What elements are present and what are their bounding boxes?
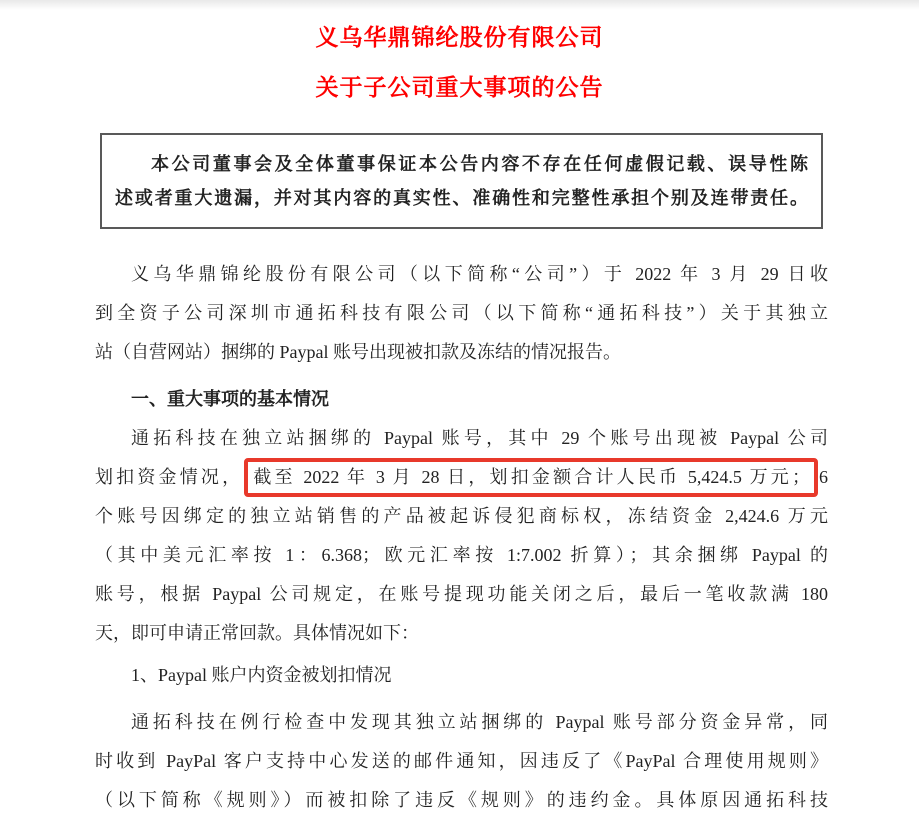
highlight-annotation-box: 截至 2022 年 3 月 28 日，划扣金额合计人民币 5,424.5 万元； — [244, 458, 818, 497]
section-1-line-2 — [95, 458, 828, 497]
section-1-line-5: 账号，根据 Paypal 公司规定，在账号提现功能关闭之后，最后一笔收款满 180 — [95, 584, 828, 604]
highlight-suffix-text: 6 — [819, 467, 828, 487]
announcement-subtitle: 关于子公司重大事项的公告 — [315, 74, 604, 100]
disclaimer-line-1: 本公司董事会及全体董事保证本公告内容不存在任何虚假记载、误导性陈 — [151, 154, 808, 174]
highlight-prefix-text: 划扣资金情况， — [95, 467, 244, 487]
document-body — [95, 255, 828, 815]
section-1-line-4: （其中美元汇率按 1：6.368；欧元汇率按 1:7.002 折算）；其余捆绑 Paypal 的 — [95, 545, 828, 565]
item-1-heading: 1、Paypal 账户内资金被划扣情况 — [131, 665, 392, 685]
disclaimer-box — [100, 133, 823, 229]
item-1-line-2: 时收到 PayPal 客户支持中心发送的邮件通知，因违反了《PayPal 合理使用规则》 — [95, 751, 828, 771]
page-top-shadow — [0, 0, 919, 10]
intro-line-3: 站（自营网站）捆绑的 Paypal 账号出现被扣款及冻结的情况报告。 — [95, 342, 621, 362]
section-1-heading: 一、重大事项的基本情况 — [131, 389, 329, 409]
item-1-line-1: 通拓科技在例行检查中发现其独立站捆绑的 Paypal 账号部分资金异常，同 — [131, 712, 828, 732]
company-title: 义乌华鼎锦纶股份有限公司 — [315, 24, 604, 50]
intro-line-1: 义乌华鼎锦纶股份有限公司（以下简称“公司”）于 2022 年 3 月 29 日收 — [131, 264, 828, 284]
item-1-line-3: （以下简称《规则》）而被扣除了违反《规则》的违约金。具体原因通拓科技 — [95, 790, 828, 810]
section-1-line-3: 个账号因绑定的独立站销售的产品被起诉侵犯商标权，冻结资金 2,424.6 万元 — [95, 506, 828, 526]
disclaimer-line-2: 述或者重大遗漏，并对其内容的真实性、准确性和完整性承担个别及连带责任。 — [115, 188, 808, 208]
section-1-line-1: 通拓科技在独立站捆绑的 Paypal 账号，其中 29 个账号出现被 Paypal 公司 — [131, 428, 828, 448]
section-1-line-6: 天，即可申请正常回款。具体情况如下： — [95, 623, 419, 643]
intro-line-2: 到全资子公司深圳市通拓科技有限公司（以下简称“通拓科技”）关于其独立 — [95, 303, 828, 323]
